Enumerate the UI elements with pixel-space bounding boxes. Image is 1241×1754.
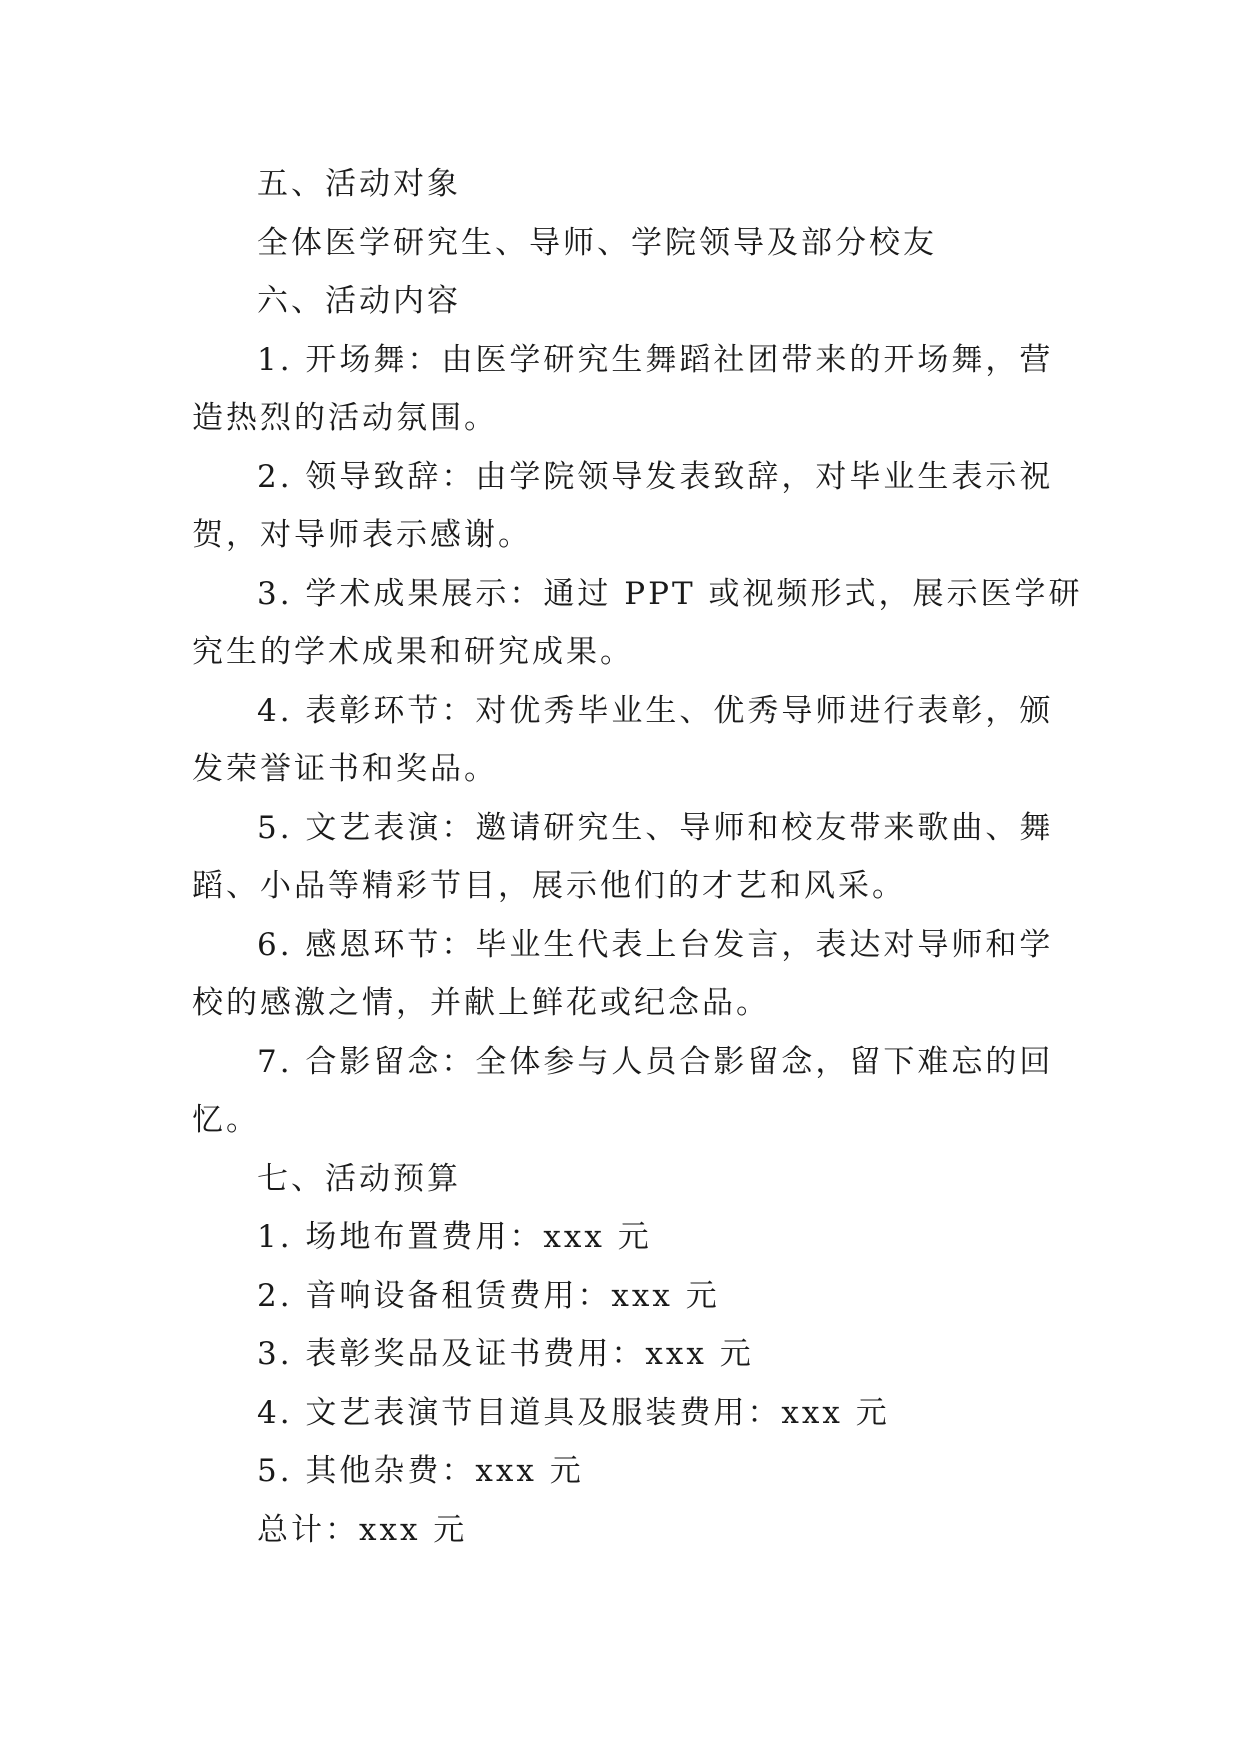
content-item-3-line2: 究生的学术成果和研究成果。 (192, 634, 634, 670)
budget-item-5: 5. 其他杂费：xxx 元 (257, 1453, 584, 1489)
content-item-5-line2: 蹈、小品等精彩节目，展示他们的才艺和风采。 (192, 868, 906, 904)
section-heading-content: 六、活动内容 (257, 283, 461, 319)
content-item-6-line1: 6. 感恩环节：毕业生代表上台发言，表达对导师和学 (257, 926, 1054, 963)
content-item-6-line2: 校的感激之情，并献上鲜花或纪念品。 (192, 985, 770, 1021)
budget-item-3: 3. 表彰奖品及证书费用：xxx 元 (257, 1336, 754, 1372)
budget-total: 总计：xxx 元 (257, 1511, 468, 1548)
content-item-7-line2: 忆。 (192, 1102, 260, 1138)
content-item-4-line2: 发荣誉证书和奖品。 (192, 751, 498, 787)
section-heading-budget: 七、活动预算 (257, 1160, 461, 1197)
budget-item-4: 4. 文艺表演节目道具及服装费用：xxx 元 (257, 1394, 890, 1431)
content-item-1-line1: 1. 开场舞：由医学研究生舞蹈社团带来的开场舞，营 (257, 341, 1054, 378)
content-item-5-line1: 5. 文艺表演：邀请研究生、导师和校友带来歌曲、舞 (257, 809, 1054, 846)
budget-item-1: 1. 场地布置费用：xxx 元 (257, 1219, 652, 1255)
content-item-2-line1: 2. 领导致辞：由学院领导发表致辞，对毕业生表示祝 (257, 458, 1054, 495)
document-body (192, 155, 1083, 1559)
target-text: 全体医学研究生、导师、学院领导及部分校友 (257, 224, 937, 261)
content-item-4-line1: 4. 表彰环节：对优秀毕业生、优秀导师进行表彰，颁 (257, 692, 1054, 729)
section-heading-target: 五、活动对象 (257, 166, 461, 202)
content-item-7-line1: 7. 合影留念：全体参与人员合影留念，留下难忘的回 (257, 1043, 1054, 1080)
budget-item-2: 2. 音响设备租赁费用：xxx 元 (257, 1277, 720, 1314)
content-item-1-line2: 造热烈的活动氛围。 (192, 400, 498, 436)
content-item-2-line2: 贺，对导师表示感谢。 (192, 517, 532, 553)
content-item-3-line1: 3. 学术成果展示：通过 PPT 或视频形式，展示医学研 (257, 575, 1083, 612)
